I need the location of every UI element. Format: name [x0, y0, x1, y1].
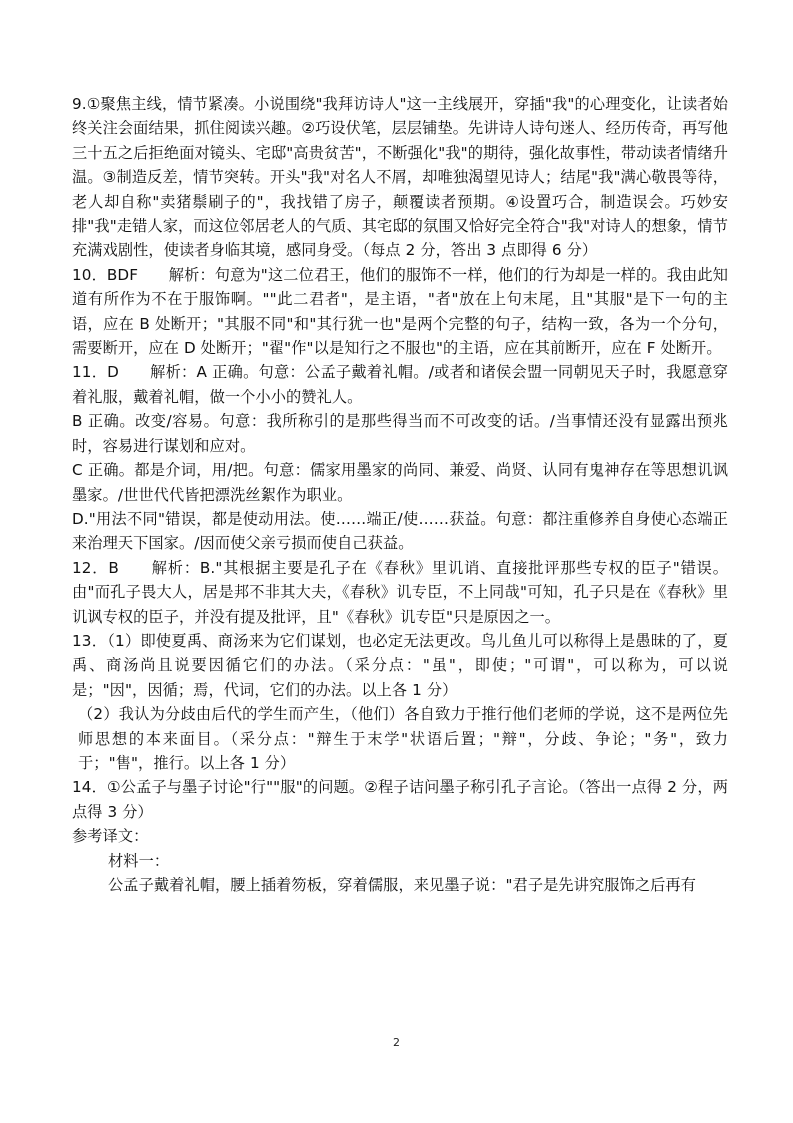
answer-13-part-2: （2）我认为分歧由后代的学生而产生，（他们）各自致力于推行他们老师的学说，这不是两位先师思想的本来面目。（采分点："辩生于末学"状语后置；"辩"，分歧、争论；"务"，致力于；"售"，推行。以上各 1 分）	[78, 705, 728, 772]
answer-13-part-1: 13．（1）即使夏禹、商汤来为它们谋划，也必定无法更改。鸟儿鱼儿可以称得上是愚昧的了，夏禹、商汤尚且说要因循它们的办法。（采分点："虽"，即使；"可谓"，可以称为，可以说是；"因"，因循；焉，代词，它们的办法。以上各 1 分）	[72, 631, 728, 699]
answer-11-paragraph: 11．D 解析：A 正确。句意：公孟子戴着礼帽。/或者和诸侯会盟一同朝见天子时，我愿意穿着礼服，戴着礼帽，做一个小小的赞礼人。	[72, 363, 728, 406]
page-number: 2	[393, 1036, 400, 1049]
reference-translation-heading: 参考译文：	[72, 827, 149, 846]
answer-10-paragraph: 10．BDF 解析：句意为"这二位君王，他们的服饰不一样，他们的行为却是一样的。我由此知道有所作为不在于服饰啊。""此二君者"，是主语，"者"放在上句末尾，且"其服"是下一句的主语，应在 B 处断开；"其服不同"和"其行犹一也"是两个完整的句子，结构一致，各为一个分句，需要断开，应在 D 处断开；"翟"作"以是知行之不服也"的主语，应在其前断开，应在 F 处断开。	[72, 265, 728, 358]
answer-11-option-c: C 正确。都是介词，用/把。句意：儒家用墨家的尚同、兼爱、尚贤、认同有鬼神存在等思想讥讽墨家。/世世代代皆把漂洗丝絮作为职业。	[72, 461, 728, 504]
answer-9-paragraph: 9.①聚焦主线，情节紧凑。小说围绕"我拜访诗人"这一主线展开，穿插"我"的心理变化，让读者始终关注会面结果，抓住阅读兴趣。②巧设伏笔，层层铺垫。先讲诗人诗句迷人、经历传奇，再写他三十五之后拒绝面对镜头、宅邸"高贵贫苦"，不断强化"我"的期待，强化故事性，带动读者情绪升温。③制造反差，情节突转。开头"我"对名人不屑，却唯独渴望见诗人；结尾"我"满心敬畏等待，老人却自称"卖猪鬃刷子的"，我找错了房子，颠覆读者预期。④设置巧合，制造误会。巧妙安排"我"走错人家，而这位邻居老人的气质、其宅邸的氛围又恰好完全符合"我"对诗人的想象，情节充满戏剧性，使读者身临其境，感同身受。（每点 2 分，答出 3 点即得 6 分）	[72, 95, 728, 260]
answer-11-option-b: B 正确。改变/容易。句意：我所称引的是那些得当而不可改变的话。/当事情还没有显露出预兆时，容易进行谋划和应对。	[72, 412, 728, 455]
material-one-text: 公孟子戴着礼帽，腰上插着笏板，穿着儒服，来见墨子说："君子是先讲究服饰之后再有	[108, 876, 697, 894]
answer-12-paragraph: 12．B 解析：B."其根据主要是孔子在《春秋》里讥诮、直接批评那些专权的臣子"错误。由"而孔子畏大人，居是邦不非其大夫，《春秋》讥专臣，不上同哉"可知，孔子只是在《春秋》里讥讽专权的臣子，并没有提及批评，且"《春秋》讥专臣"只是原因之一。	[72, 558, 728, 626]
answer-text-body	[72, 92, 728, 897]
answer-11-option-d: D."用法不同"错误，都是使动用法。使……端正/使……获益。句意：都注重修养自身使心态端正来治理天下国家。/因而使父亲亏损而使自己获益。	[72, 509, 728, 553]
answer-14-paragraph: 14．①公孟子与墨子讨论"行""服"的问题。②程子诘问墨子称引孔子言论。（答出一点得 2 分，两点得 3 分）	[72, 778, 728, 821]
material-one-heading: 材料一：	[108, 851, 170, 870]
